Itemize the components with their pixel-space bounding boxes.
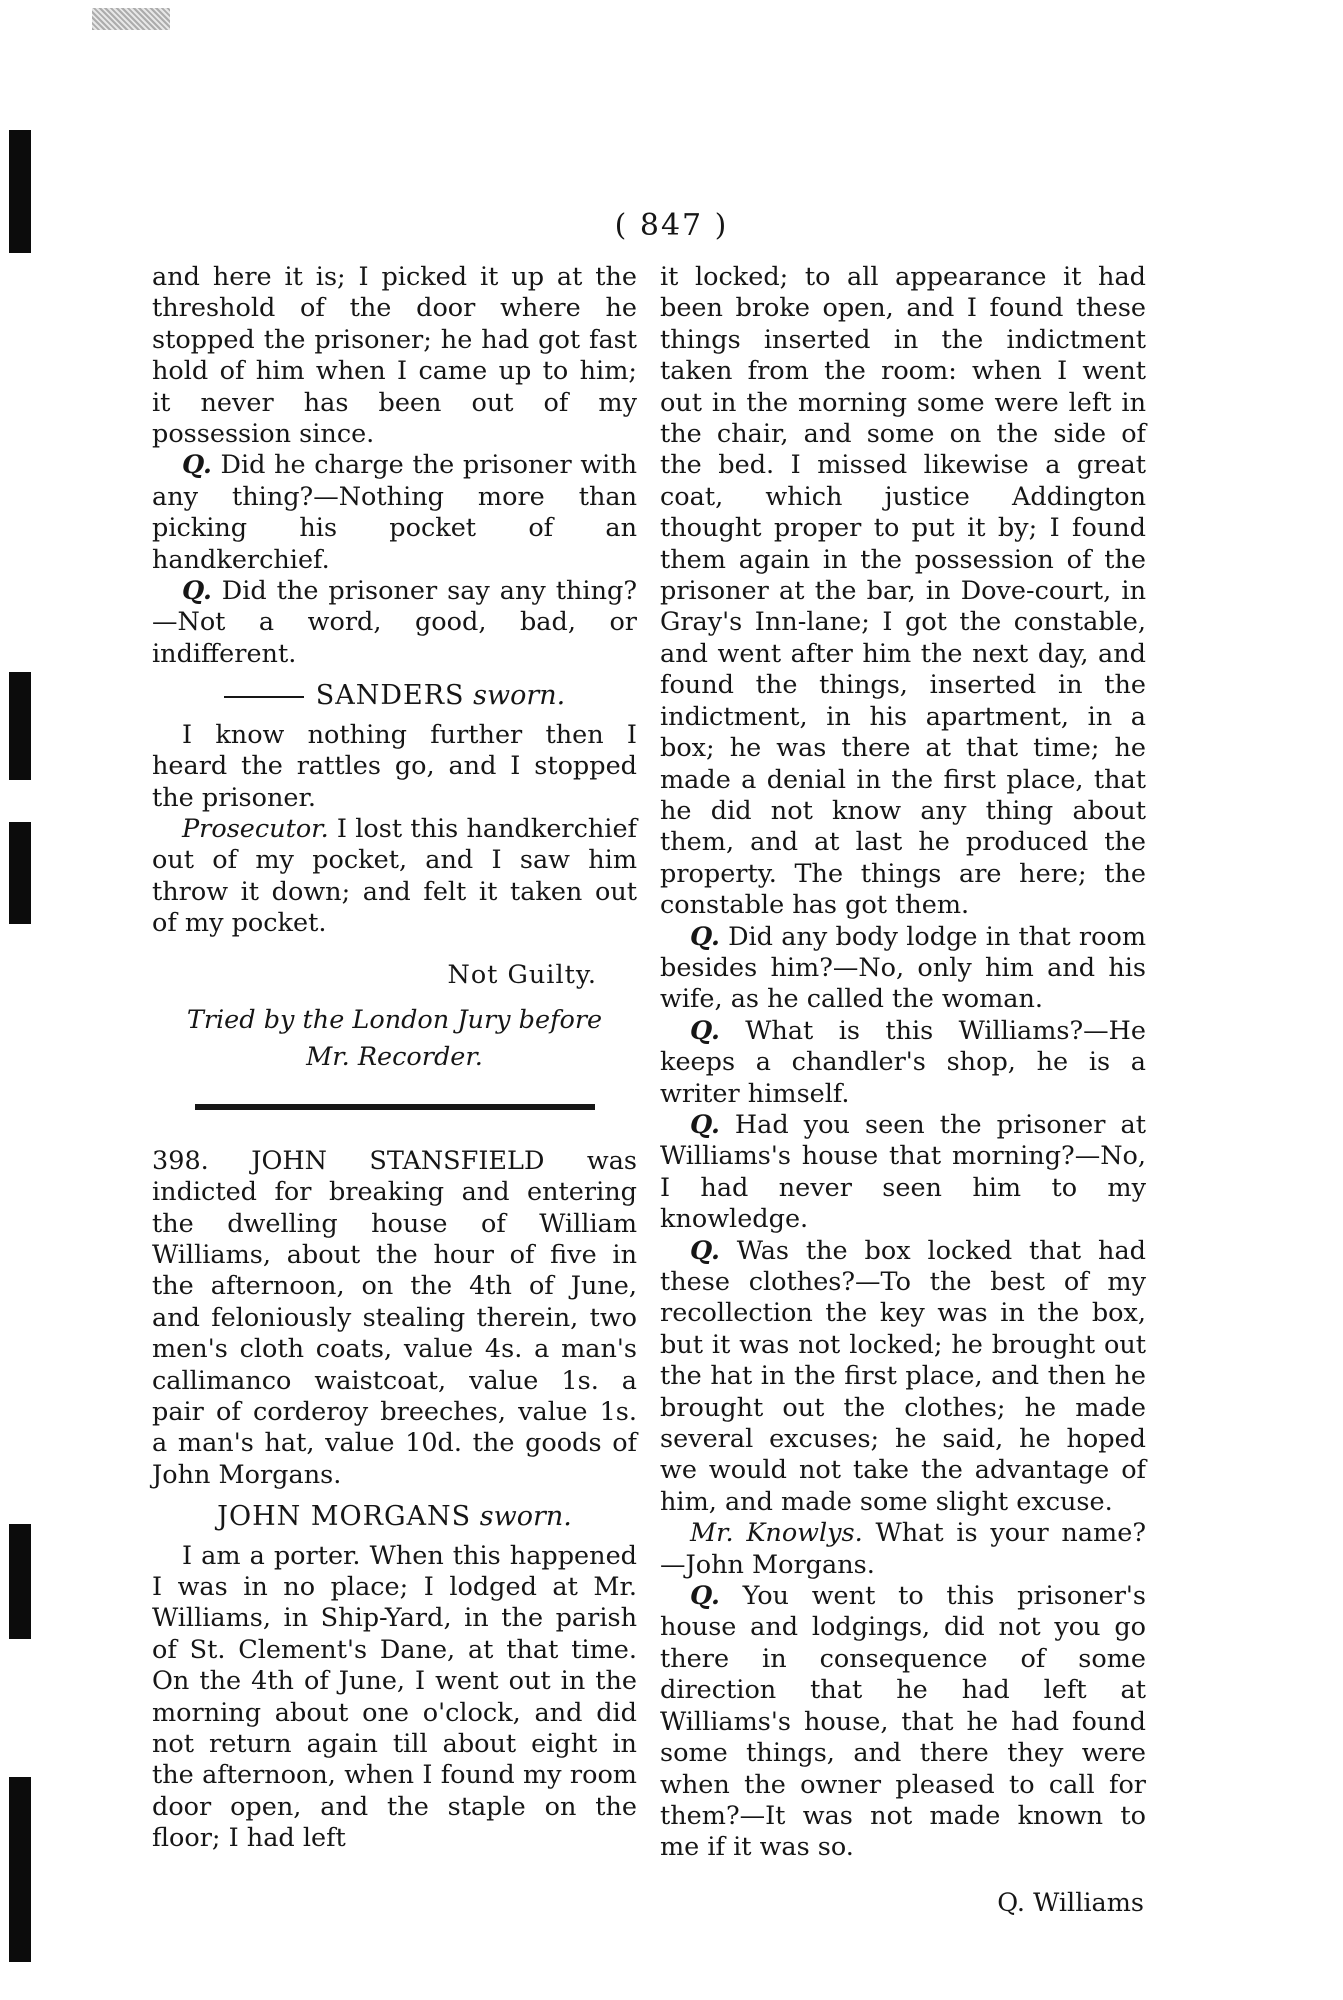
question-marker: Q. (182, 576, 212, 607)
question-marker: Q. (690, 921, 720, 952)
witness-name: JOHN MORGANS (217, 1501, 472, 1533)
question-paragraph (660, 1236, 1146, 1519)
question-text: Did he charge the prisoner with any thing?—Nothing more than picking his pocket of an handkerchief. (152, 450, 637, 575)
library-stamp (92, 8, 170, 30)
question-paragraph (660, 1110, 1146, 1236)
margin-bar-5 (9, 1777, 31, 1962)
question-text: What is this Williams?—He keeps a chandler's shop, he is a writer himself. (660, 1015, 1146, 1109)
witness-name: SANDERS (315, 680, 465, 712)
margin-bar-4 (9, 1524, 31, 1639)
page-number: ( 847 ) (614, 208, 729, 243)
witness-heading (152, 680, 637, 711)
right-column (660, 262, 1146, 1919)
question-paragraph (660, 922, 1146, 1016)
question-text: Did any body lodge in that room besides him?—No, only him and his wife, as he called the woman. (660, 921, 1146, 1015)
paragraph: and here it is; I picked it up at the threshold of the door where he stopped the prisoner; he had got fast hold of him when I came up to him; it never has been out of my possession since. (152, 262, 637, 450)
question-text: Had you seen the prisoner at Williams's house that morning?—No, I had never seen him to my knowledge. (660, 1109, 1146, 1235)
question-marker: Q. (690, 1015, 720, 1046)
question-marker: Q. (182, 450, 212, 481)
heading-dash (224, 696, 304, 698)
catchword: Q. Williams (997, 1887, 1144, 1918)
question-marker: Q. (690, 1109, 720, 1140)
question-paragraph (660, 1581, 1146, 1864)
question-text: Was the box locked that had these clothes?—To the best of my recollection the key was in the box, but it was not locked; he brought out the hat in the first place, and then he brought out the clothes; he made several excuses; he said, he hoped we would not take the advantage of him, and made some slight excuse. (660, 1235, 1146, 1517)
question-paragraph (660, 1016, 1146, 1110)
question-marker: Q. (690, 1581, 720, 1612)
question-text: You went to this prisoner's house and lodgings, did not you go there in consequence of some direction that he had left at Williams's house, that he had found some things, and there they were when the owner pleased to call for them?—It was not made known to me if it was so. (660, 1581, 1146, 1863)
paragraph: I am a porter. When this happened I was in no place; I lodged at Mr. Williams, in Ship-Yard, in the parish of St. Clement's Dane, at that time. On the 4th of June, I went out in the morning about one o'clock, and did not return again till about eight in the afternoon, when I found my room door open, and the staple on the floor; I had left (152, 1540, 637, 1854)
margin-bar-2 (9, 672, 31, 780)
speaker-label: Mr. Knowlys. (690, 1518, 863, 1549)
tried-line-1: Tried by the London Jury before (186, 1004, 603, 1035)
question-paragraph (152, 450, 637, 576)
question-paragraph (152, 576, 637, 670)
case-paragraph: 398. JOHN STANSFIELD was indicted for breaking and entering the dwelling house of William Williams, about the hour of five in the afternoon, on the 4th of June, and feloniously stealing therein, two men's cloth coats, value 4s. a man's callimanco waistcoat, value 1s. a pair of corderoy breeches, value 1s. a man's hat, value 10d. the goods of John Morgans. (152, 1145, 637, 1490)
sworn-label: sworn. (473, 680, 566, 712)
question-text: Did the prisoner say any thing?—Not a word, good, bad, or indifferent. (152, 576, 637, 669)
paragraph: I know nothing further then I heard the rattles go, and I stopped the prisoner. (152, 719, 637, 813)
speaker-label: Prosecutor. (182, 813, 329, 844)
speaker-text: What is your name?—John Morgans. (660, 1518, 1147, 1580)
prosecutor-paragraph (152, 814, 637, 940)
section-divider (195, 1104, 595, 1110)
speaker-text: I lost this handkerchief out of my pocket, and I saw him throw it down; and felt it taken out of my pocket. (152, 813, 637, 939)
counsel-paragraph (660, 1518, 1146, 1581)
margin-bar-3 (9, 822, 31, 924)
sworn-label: sworn. (479, 1501, 572, 1533)
witness-heading (152, 1501, 637, 1532)
left-column (152, 262, 637, 1855)
tried-line-2: Mr. Recorder. (306, 1042, 483, 1073)
paragraph: it locked; to all appearance it had been broke open, and I found these things inserted in the indictment taken from the room: when I went out in the morning some were left in the chair, and some on the side of the bed. I missed likewise a great coat, which justice Addington thought proper to put it by; I found them again in the possession of the prisoner at the bar, in Dove-court, in Gray's Inn-lane; I got the constable, and went after him the next day, and found the things, inserted in the indictment, in his apartment, in a box; he was there at that time; he made a denial in the first place, that he did not know any thing about them, and at last he produced the property. The things are here; the constable has got them. (660, 262, 1146, 921)
question-marker: Q. (690, 1235, 720, 1266)
verdict: Not Guilty. (447, 959, 597, 990)
